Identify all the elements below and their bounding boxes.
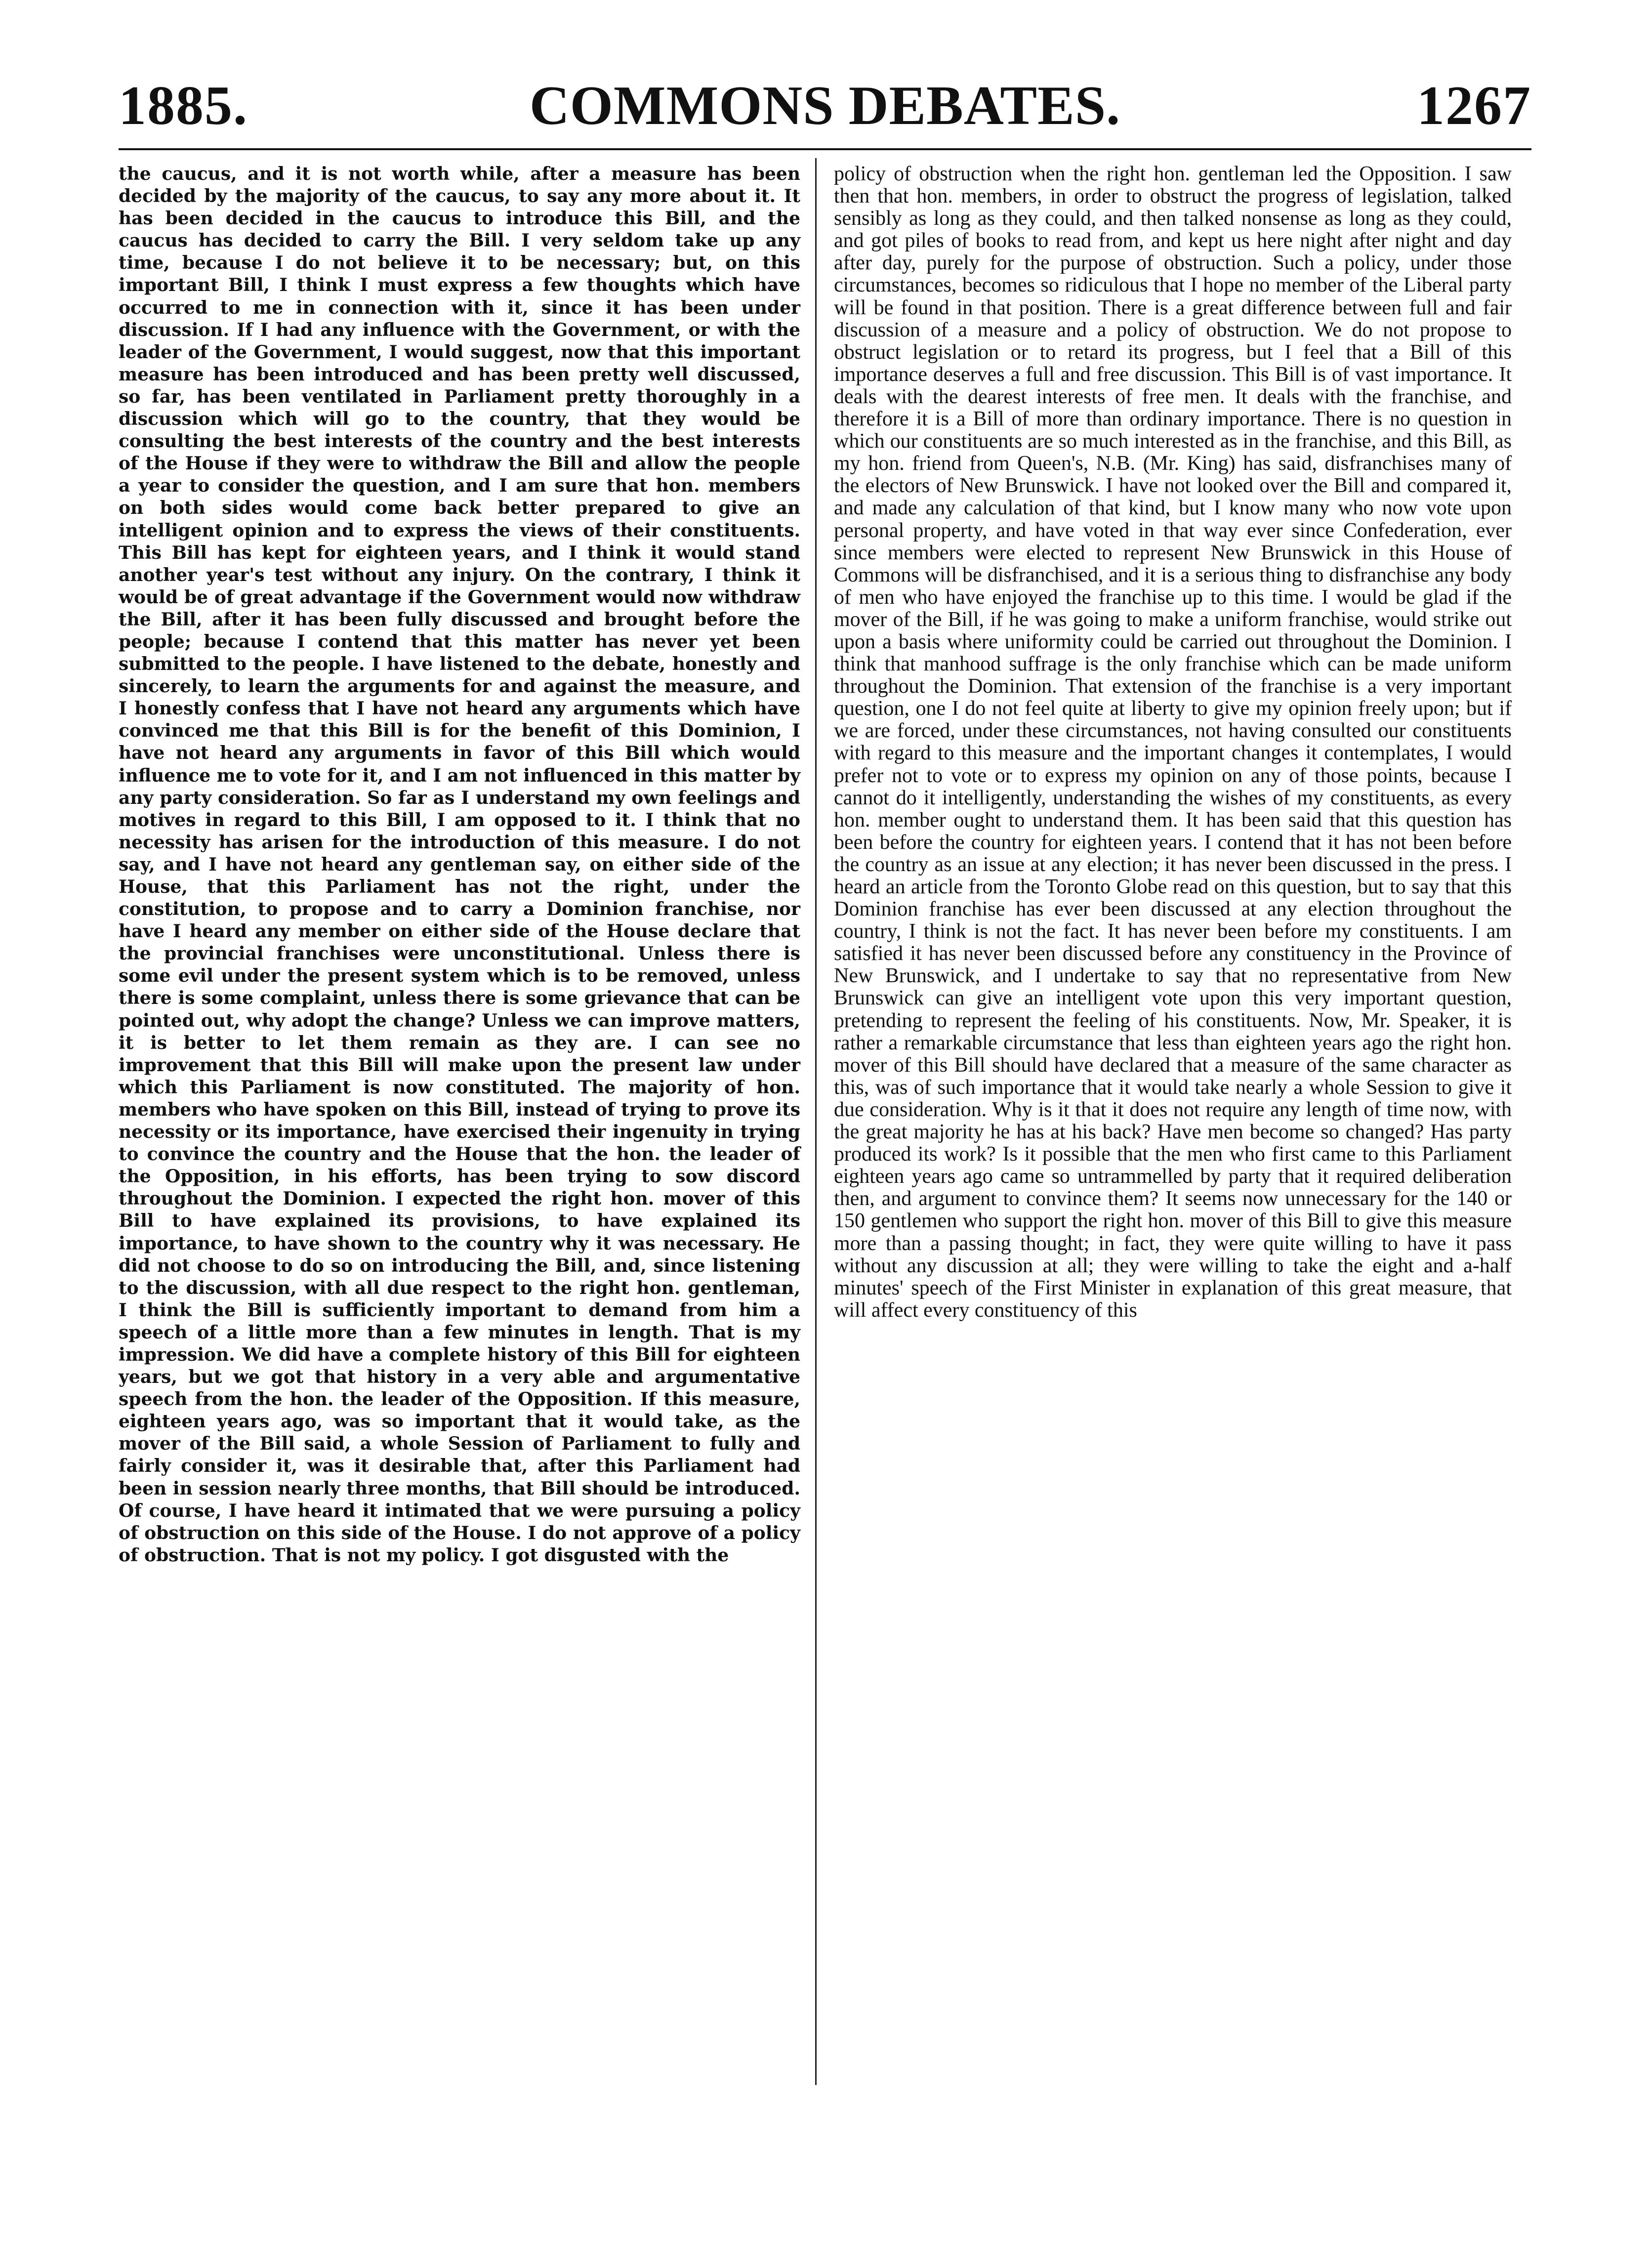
header-title: COMMONS DEBATES.	[529, 75, 1121, 136]
header-page-number: 1267	[1417, 75, 1531, 136]
header-year: 1885.	[119, 75, 248, 136]
header-rule	[119, 148, 1531, 150]
left-column-text: the caucus, and it is not worth while, after a measure has been decided by the majority of the caucus, to say any more about it. It has been decided in the caucus to introduce this Bill, and the caucus has decided to carry the Bill. I very seldom take up any time, because I do not believe it to be necessary; but, on this important Bill, I think I must express a few thoughts which have occurred to me in connection with it, since it has been under discussion. If I had any influence with the Government, or with the leader of the Government, I would suggest, now that this important measure has been introduced and has been pretty well discussed, so far, has been ventilated in Parliament pretty thoroughly in a discussion which will go to the country, that they would be consulting the best interests of the country and the best interests of the House if they were to withdraw the Bill and allow the people a year to consider the question, and I am sure that hon. members on both sides would come back better prepared to give an intelligent opinion and to express the views of their constituents. This Bill has kept for eighteen years, and I think it would stand another year's test without any injury. On the contrary, I think it would be of great advantage if the Government would now withdraw the Bill, after it has been fully discussed and brought before the people; because I contend that this matter has never yet been submitted to the people. I have listened to the debate, honestly and sincerely, to learn the arguments for and against the measure, and I honestly confess that I have not heard any arguments which have convinced me that this Bill is for the benefit of this Dominion, I have not heard any arguments in favor of this Bill which would influence me to vote for it, and I am not influenced in this matter by any party consideration. So far as I understand my own feelings and motives in regard to this Bill, I am opposed to it. I think that no necessity has arisen for the introduction of this measure. I do not say, and I have not heard any gentleman say, on either side of the House, that this Parliament has not the right, under the constitution, to propose and to carry a Dominion franchise, nor have I heard any member on either side of the House declare that the provincial franchises were unconstitutional. Unless there is some evil under the present system which is to be removed, unless there is some complaint, unless there is some grievance that can be pointed out, why adopt the change? Unless we can improve matters, it is better to let them remain as they are. I can see no improvement that this Bill will make upon the present law under which this Parliament is now constituted. The majority of hon. members who have spoken on this Bill, instead of trying to prove its necessity or its importance, have exercised their ingenuity in trying to convince the country and the House that the hon. the leader of the Opposition, in his efforts, has been trying to sow discord throughout the Dominion. I expected the right hon. mover of this Bill to have explained its provisions, to have explained its importance, to have shown to the country why it was necessary. He did not choose to do so on introducing the Bill, and, since listening to the discussion, with all due respect to the right hon. gentleman, I think the Bill is sufficiently important to demand from him a speech of a little more than a few minutes in length. That is my impression. We did have a complete history of this Bill for eighteen years, but we got that history in a very able and argumentative speech from the hon. the leader of the Opposition. If this measure, eighteen years ago, was so important that it would take, as the mover of the Bill said, a whole Session of Parliament to fully and fairly consider it, was it desirable that, after this Parliament had been in session nearly three months, that Bill should be introduced. Of course, I have heard it intimated that we were pursuing a policy of obstruction on this side of the House. I do not approve of a policy of obstruction. That is not my policy. I got disgusted with the	[119, 164, 800, 1566]
left-column	[119, 163, 800, 1567]
right-column-text: policy of obstruction when the right hon. gentleman led the Opposition. I saw then that hon. members, in order to obstruct the progress of legislation, talked sensibly as long as they could, and then talked nonsense as long as they could, and got piles of books to read from, and kept us here night after night and day after day, purely for the purpose of obstruction. Such a policy, under those circumstances, becomes so ridiculous that I hope no member of the Liberal party will be found in that position. There is a great difference between full and fair discussion of a measure and a policy of obstruction. We do not propose to obstruct legislation or to retard its progress, but I feel that a Bill of this importance deserves a full and free discussion. This Bill is of vast importance. It deals with the dearest interests of free men. It deals with the franchise, and therefore it is a Bill of more than ordinary importance. There is no question in which our constituents are so much interested as in the franchise, and this Bill, as my hon. friend from Queen's, N.B. (Mr. King) has said, disfranchises many of the electors of New Brunswick. I have not looked over the Bill and compared it, and made any calculation of that kind, but I know many who now vote upon personal property, and have voted in that way ever since Confederation, ever since members were elected to represent New Brunswick in this House of Commons will be disfranchised, and it is a serious thing to disfranchise any body of men who have enjoyed the franchise up to this time. I would be glad if the mover of the Bill, if he was going to make a uniform franchise, would strike out upon a basis where uniformity could be carried out throughout the Dominion. I think that manhood suffrage is the only franchise which can be made uniform throughout the Dominion. That extension of the franchise is a very important question, one I do not feel quite at liberty to give my opinion freely upon; but if we are forced, under these circumstances, not having consulted our constituents with regard to this measure and the important changes it contemplates, I would prefer not to vote or to express my opinion on any of those points, because I cannot do it intelligently, understanding the wishes of my constituents, as every hon. member ought to understand them. It has been said that this question has been before the country for eighteen years. I contend that it has not been before the country as an issue at any election; it has never been discussed in the press. I heard an article from the Toronto Globe read on this question, but to say that this Dominion franchise has ever been discussed at any election throughout the country, I think is not the fact. It has never been before my constituents. I am satisfied it has never been discussed before any constituency in the Province of New Brunswick, and I undertake to say that no representative from New Brunswick can give an intelligent vote upon this very important question, pretending to represent the feeling of his constituents. Now, Mr. Speaker, it is rather a remarkable circumstance that less than eighteen years ago the right hon. mover of this Bill should have declared that a measure of the same character as this, was of such importance that it would take nearly a whole Session to give it due consideration. Why is it that it does not require any length of time now, with the great majority he has at his back? Have men become so changed? Has party produced its work? Is it possible that the men who first came to this Parliament eighteen years ago came so untrammelled by party that it required deliberation then, and argument to convince them? It seems now unnecessary for the 140 or 150 gentlemen who support the right hon. mover of this Bill to give this measure more than a passing thought; in fact, they were quite willing to have it pass without any discussion at all; they were willing to take the eight and a-half minutes' speech of the First Minister in explanation of this great measure, that will affect every constituency of this	[834, 163, 1512, 1322]
page-header	[119, 74, 1531, 143]
column-divider	[815, 158, 817, 2085]
right-column	[834, 163, 1512, 1322]
